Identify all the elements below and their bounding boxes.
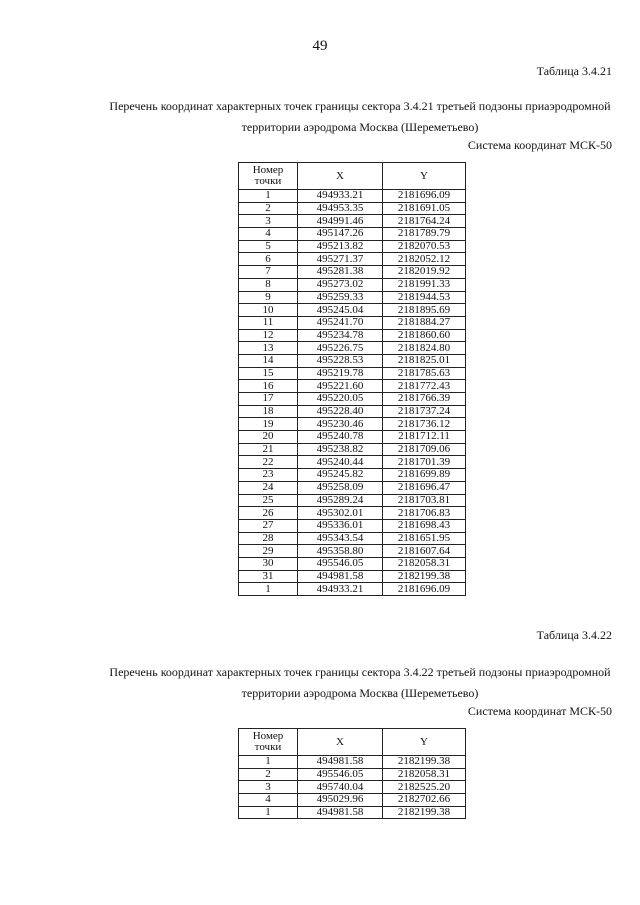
cell-y: 2181766.39 [383,393,466,406]
cell-x: 495221.60 [298,380,383,393]
cell-point-number: 23 [239,469,298,482]
cell-y: 2181860.60 [383,329,466,342]
cell-x: 495245.82 [298,469,383,482]
table-row [239,228,466,241]
cell-x: 495230.46 [298,418,383,431]
cell-x: 495281.38 [298,266,383,279]
cell-y: 2181696.47 [383,481,466,494]
cell-x: 495219.78 [298,367,383,380]
cell-point-number: 3 [239,781,298,794]
table-row [239,494,466,507]
cell-x: 495343.54 [298,532,383,545]
cell-y: 2181736.12 [383,418,466,431]
cell-point-number: 6 [239,253,298,266]
table-row [239,354,466,367]
table-row [239,405,466,418]
table-row [239,443,466,456]
cell-y: 2181706.83 [383,507,466,520]
table-row [239,781,466,794]
cell-x: 495546.05 [298,768,383,781]
table-body [239,756,466,819]
cell-point-number: 26 [239,507,298,520]
cell-y: 2181696.09 [383,583,466,596]
cell-x: 495336.01 [298,519,383,532]
cell-point-number: 24 [239,481,298,494]
cell-point-number: 10 [239,304,298,317]
cell-x: 495273.02 [298,278,383,291]
cell-x: 495302.01 [298,507,383,520]
table-row [239,532,466,545]
cell-y: 2181699.89 [383,469,466,482]
cell-point-number: 15 [239,367,298,380]
cell-y: 2182019.92 [383,266,466,279]
header-text: точки [254,175,282,187]
header-text: Номер [252,164,284,176]
caption-line: Перечень координат характерных точек границы сектора 3.4.22 третьей подзоны приаэродромной [109,665,611,679]
cell-y: 2182199.38 [383,806,466,819]
table-row [239,456,466,469]
table-row [239,291,466,304]
cell-x: 495240.78 [298,431,383,444]
cell-y: 2181712.11 [383,431,466,444]
cell-point-number: 20 [239,431,298,444]
cell-point-number: 8 [239,278,298,291]
cell-y: 2182702.66 [383,794,466,807]
cell-point-number: 12 [239,329,298,342]
cell-point-number: 31 [239,570,298,583]
cell-point-number: 21 [239,443,298,456]
cell-x: 495245.04 [298,304,383,317]
cell-point-number: 5 [239,240,298,253]
caption-line: территории аэродрома Москва (Шереметьево) [241,120,479,134]
cell-x: 495228.53 [298,354,383,367]
table-label: Таблица 3.4.21 [536,64,612,78]
coord-system: Система координат МСК-50 [467,138,612,152]
table-row [239,266,466,279]
page-number: 49 [312,38,328,54]
cell-point-number: 22 [239,456,298,469]
cell-point-number: 16 [239,380,298,393]
cell-y: 2181944.53 [383,291,466,304]
table-row [239,768,466,781]
cell-point-number: 7 [239,266,298,279]
cell-y: 2181698.43 [383,519,466,532]
cell-y: 2181825.01 [383,354,466,367]
header-point-number [239,729,298,756]
cell-x: 495271.37 [298,253,383,266]
cell-x: 494981.58 [298,806,383,819]
cell-y: 2181895.69 [383,304,466,317]
caption-line: Перечень координат характерных точек границы сектора 3.4.21 третьей подзоны приаэродромной [109,99,611,113]
cell-y: 2181785.63 [383,367,466,380]
cell-y: 2182525.20 [383,781,466,794]
cell-point-number: 11 [239,316,298,329]
cell-point-number: 4 [239,794,298,807]
cell-point-number: 14 [239,354,298,367]
table-row [239,583,466,596]
cell-y: 2181701.39 [383,456,466,469]
table-row [239,431,466,444]
cell-x: 494933.21 [298,190,383,203]
cell-point-number: 19 [239,418,298,431]
cell-x: 495546.05 [298,557,383,570]
cell-point-number: 29 [239,545,298,558]
cell-point-number: 9 [239,291,298,304]
cell-point-number: 13 [239,342,298,355]
cell-y: 2181691.05 [383,202,466,215]
cell-x: 494981.58 [298,570,383,583]
cell-y: 2181764.24 [383,215,466,228]
cell-y: 2181703.81 [383,494,466,507]
table-row [239,342,466,355]
table-row [239,418,466,431]
coordinates-table [238,728,466,819]
cell-point-number: 17 [239,393,298,406]
cell-y: 2181991.33 [383,278,466,291]
table-row [239,202,466,215]
cell-point-number: 18 [239,405,298,418]
table-row [239,329,466,342]
table-row [239,316,466,329]
cell-x: 494933.21 [298,583,383,596]
cell-x: 495234.78 [298,329,383,342]
cell-point-number: 25 [239,494,298,507]
cell-x: 494991.46 [298,215,383,228]
table-caption [100,96,620,138]
cell-point-number: 1 [239,190,298,203]
cell-x: 495213.82 [298,240,383,253]
header-y: Y [383,163,466,190]
cell-point-number: 2 [239,202,298,215]
cell-y: 2181737.24 [383,405,466,418]
table-label: Таблица 3.4.22 [536,628,612,642]
cell-point-number: 27 [239,519,298,532]
cell-x: 495147.26 [298,228,383,241]
cell-y: 2181772.43 [383,380,466,393]
table-row [239,240,466,253]
table-row [239,278,466,291]
table-row [239,380,466,393]
cell-x: 495029.96 [298,794,383,807]
cell-x: 495740.04 [298,781,383,794]
cell-y: 2182058.31 [383,557,466,570]
cell-x: 495258.09 [298,481,383,494]
table-row [239,367,466,380]
table-row [239,190,466,203]
cell-point-number: 1 [239,756,298,769]
table-row [239,215,466,228]
table-header-row [239,163,466,190]
caption-line: территории аэродрома Москва (Шереметьево) [241,686,479,700]
header-y: Y [383,729,466,756]
cell-x: 495241.70 [298,316,383,329]
cell-y: 2181789.79 [383,228,466,241]
cell-point-number: 30 [239,557,298,570]
cell-y: 2182199.38 [383,570,466,583]
cell-x: 495259.33 [298,291,383,304]
cell-x: 495358.80 [298,545,383,558]
cell-x: 494953.35 [298,202,383,215]
cell-y: 2181607.64 [383,545,466,558]
table-row [239,253,466,266]
table-row [239,393,466,406]
cell-y: 2181651.95 [383,532,466,545]
header-text: Номер [252,730,284,742]
header-x: X [298,729,383,756]
cell-y: 2181824.80 [383,342,466,355]
table-row [239,570,466,583]
table-row [239,756,466,769]
cell-x: 494981.58 [298,756,383,769]
table-row [239,794,466,807]
header-x: X [298,163,383,190]
table-row [239,507,466,520]
cell-point-number: 28 [239,532,298,545]
table-row [239,469,466,482]
table-caption [100,662,620,704]
coord-system: Система координат МСК-50 [467,704,612,718]
cell-point-number: 2 [239,768,298,781]
table-row [239,806,466,819]
cell-x: 495228.40 [298,405,383,418]
cell-x: 495220.05 [298,393,383,406]
table-header-row [239,729,466,756]
cell-y: 2181884.27 [383,316,466,329]
header-point-number [239,163,298,190]
cell-x: 495240.44 [298,456,383,469]
cell-point-number: 4 [239,228,298,241]
table-row [239,545,466,558]
cell-y: 2181696.09 [383,190,466,203]
cell-x: 495238.82 [298,443,383,456]
cell-y: 2181709.06 [383,443,466,456]
table-row [239,519,466,532]
coordinates-table [238,162,466,596]
cell-y: 2182052.12 [383,253,466,266]
cell-y: 2182058.31 [383,768,466,781]
cell-x: 495289.24 [298,494,383,507]
cell-y: 2182199.38 [383,756,466,769]
table-row [239,481,466,494]
cell-x: 495226.75 [298,342,383,355]
cell-y: 2182070.53 [383,240,466,253]
cell-point-number: 1 [239,583,298,596]
table-body [239,190,466,596]
header-text: точки [254,741,282,753]
table-row [239,557,466,570]
cell-point-number: 1 [239,806,298,819]
table-row [239,304,466,317]
cell-point-number: 3 [239,215,298,228]
